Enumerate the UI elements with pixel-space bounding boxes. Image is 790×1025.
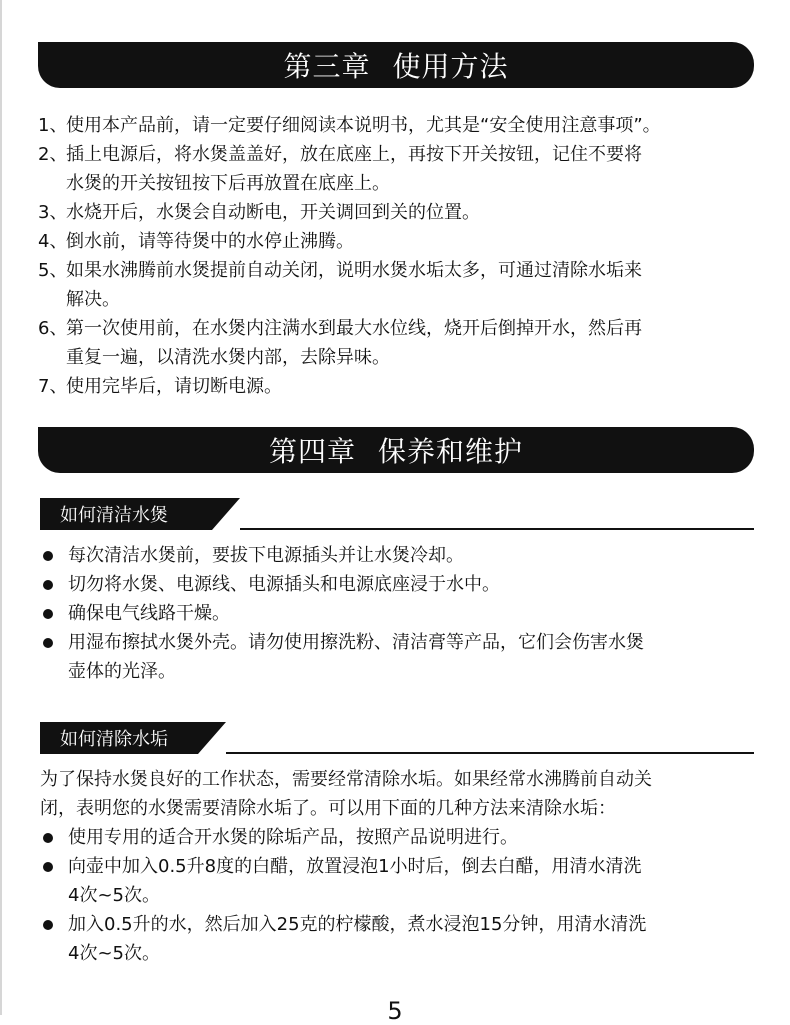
chapter-4-title: 保养和维护 — [378, 435, 524, 468]
item-text: 使用完毕后，请切断电源。 — [66, 376, 282, 397]
bullet-icon — [43, 920, 53, 930]
instruction-item-5-cont — [38, 285, 778, 314]
descale-intro — [40, 765, 770, 823]
item-text: 解决。 — [66, 289, 120, 310]
item-number: 6、 — [38, 318, 68, 339]
page-edge — [0, 0, 2, 1015]
item-text: 水煲的开关按钮按下后再放置在底座上。 — [66, 173, 390, 194]
chapter-4-title-bar — [38, 427, 754, 473]
list-item — [40, 570, 770, 599]
item-number: 2、 — [38, 144, 68, 165]
chapter-3-title-bar — [38, 42, 754, 88]
instruction-item-7 — [38, 372, 778, 401]
page-number: 5 — [387, 997, 403, 1025]
item-text: 第一次使用前，在水煲内注满水到最大水位线，烧开后倒掉开水，然后再 — [66, 318, 642, 339]
section-heading-text: 如何清洁水煲 — [60, 505, 168, 526]
section-heading-text: 如何清除水垢 — [60, 729, 168, 750]
chapter-4-number: 第四章 — [268, 435, 356, 468]
section-label — [40, 498, 212, 530]
bullet-icon — [43, 580, 53, 590]
item-number: 7、 — [38, 376, 68, 397]
list-item — [40, 910, 770, 968]
list-item-text: 切勿将水煲、电源线、电源插头和电源底座浸于水中。 — [68, 574, 500, 595]
list-item-text-cont: 壶体的光泽。 — [68, 661, 176, 682]
instruction-item-5 — [38, 256, 778, 285]
list-item-text: 每次清洁水煲前，要拔下电源插头并让水煲冷却。 — [68, 545, 464, 566]
list-item — [40, 823, 770, 852]
section-rule — [240, 528, 754, 530]
instruction-item-1 — [38, 111, 778, 140]
list-item-text: 加入0.5升的水，然后加入25克的柠檬酸，煮水浸泡15分钟，用清水清洗 — [68, 914, 647, 935]
bullet-icon — [43, 638, 53, 648]
descale-methods-list — [40, 823, 770, 968]
item-text: 水烧开后，水煲会自动断电，开关调回到关的位置。 — [66, 202, 480, 223]
chapter-3-title: 使用方法 — [392, 50, 509, 83]
list-item-text: 用湿布擦拭水煲外壳。请勿使用擦洗粉、清洁膏等产品，它们会伤害水煲 — [68, 632, 644, 653]
list-item-text-cont: 4次~5次。 — [68, 943, 160, 964]
bullet-icon — [43, 609, 53, 619]
instruction-item-2 — [38, 140, 778, 169]
item-number: 1、 — [38, 115, 68, 136]
item-text: 使用本产品前，请一定要仔细阅读本说明书，尤其是“安全使用注意事项”。 — [66, 115, 661, 136]
item-text: 如果水沸腾前水煲提前自动关闭，说明水煲水垢太多，可通过清除水垢来 — [66, 260, 642, 281]
instruction-item-6 — [38, 314, 778, 343]
instruction-item-3 — [38, 198, 778, 227]
paragraph-line: 为了保持水煲良好的工作状态，需要经常清除水垢。如果经常水沸腾前自动关 — [40, 769, 652, 790]
list-item — [40, 599, 770, 628]
usage-instructions-list — [38, 111, 778, 401]
bullet-icon — [43, 862, 53, 872]
item-number: 3、 — [38, 202, 68, 223]
list-item-text-cont: 4次~5次。 — [68, 885, 160, 906]
bullet-icon — [43, 833, 53, 843]
section-header-descale — [40, 722, 754, 754]
list-item — [40, 541, 770, 570]
list-item — [40, 852, 770, 910]
cleaning-tips-list — [40, 541, 770, 686]
item-text: 倒水前，请等待煲中的水停止沸腾。 — [66, 231, 354, 252]
instruction-item-2-cont — [38, 169, 778, 198]
chapter-3-number: 第三章 — [283, 50, 371, 83]
item-text: 插上电源后，将水煲盖盖好，放在底座上，再按下开关按钮，记住不要将 — [66, 144, 642, 165]
section-rule — [226, 752, 754, 754]
list-item — [40, 628, 770, 686]
list-item-text: 向壶中加入0.5升8度的白醋，放置浸泡1小时后，倒去白醋，用清水清洗 — [68, 856, 642, 877]
item-text: 重复一遍，以清洗水煲内部，去除异味。 — [66, 347, 390, 368]
item-number: 5、 — [38, 260, 68, 281]
list-item-text: 使用专用的适合开水煲的除垢产品，按照产品说明进行。 — [68, 827, 518, 848]
instruction-item-4 — [38, 227, 778, 256]
list-item-text: 确保电气线路干燥。 — [68, 603, 230, 624]
paragraph-line: 闭，表明您的水煲需要清除水垢了。可以用下面的几种方法来清除水垢： — [40, 798, 616, 819]
bullet-icon — [43, 551, 53, 561]
section-header-clean — [40, 498, 754, 530]
instruction-item-6-cont — [38, 343, 778, 372]
item-number: 4、 — [38, 231, 68, 252]
section-label — [40, 722, 198, 754]
